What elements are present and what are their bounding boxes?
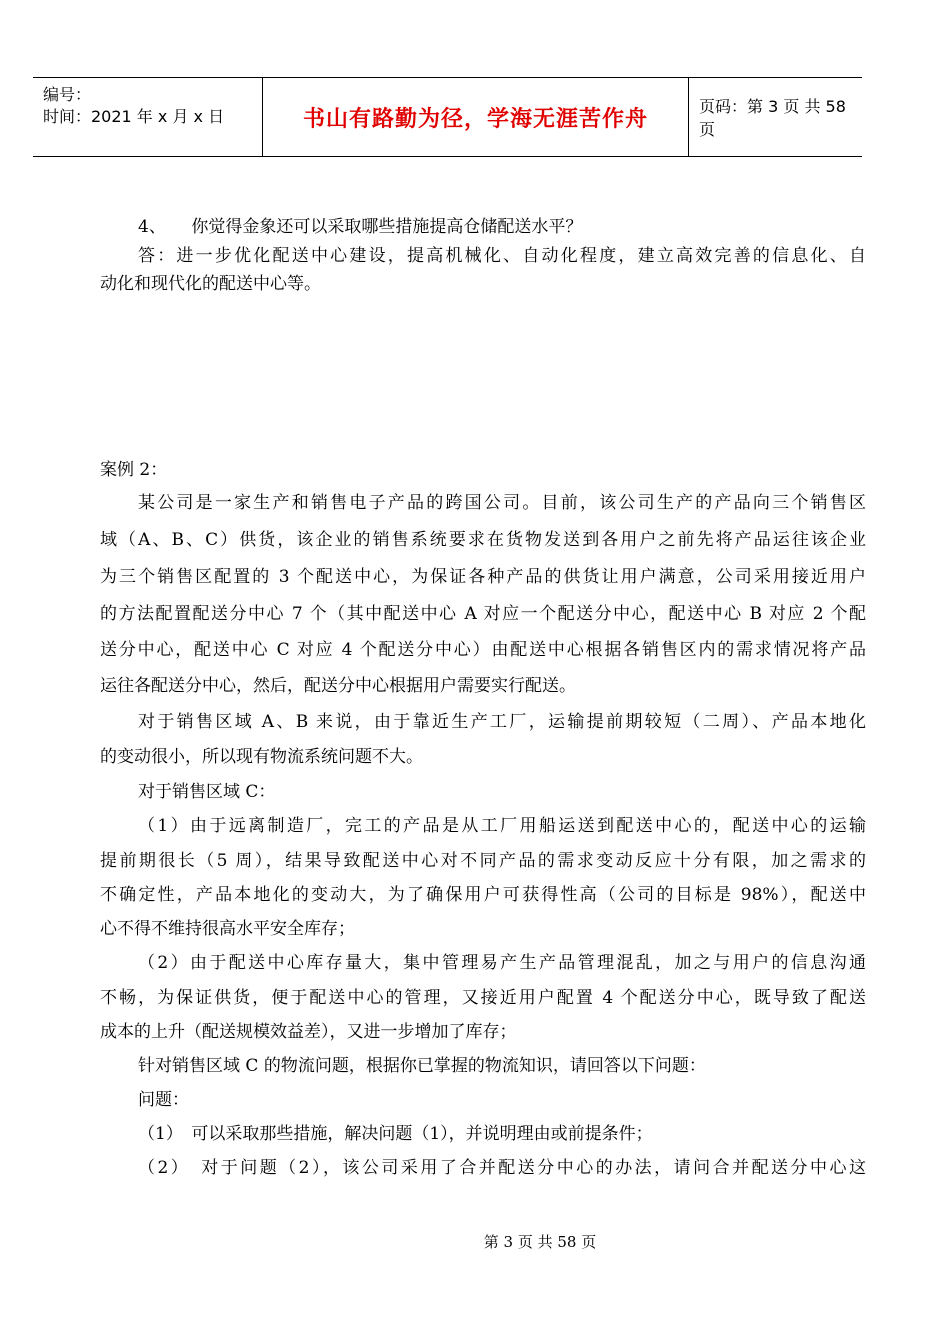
page-header [33, 77, 862, 157]
paragraph-line: 心不得不维持很高水平安全库存； [100, 919, 355, 939]
case-title: 案例 2： [100, 460, 168, 480]
paragraph-line: 不畅，为保证供货，便于配送中心的管理，又接近用户配置 4 个配送分中心，既导致了配送 [100, 988, 866, 1008]
paragraph-line: （2）由于配送中心库存量大，集中管理易产生产品管理混乱，加之与用户的信息沟通 [138, 953, 866, 973]
answer-line-2: 动化和现代化的配送中心等。 [100, 274, 321, 294]
paragraph-line: 对于销售区域 A、B 来说，由于靠近生产工厂，运输提前期较短（二周）、产品本地化 [138, 712, 866, 732]
paragraph-line: 域（A、B、C）供货，该企业的销售系统要求在货物发送到各用户之前先将产品运往该企业 [100, 530, 866, 550]
paragraph-line: 某公司是一家生产和销售电子产品的跨国公司。目前，该公司生产的产品向三个销售区 [138, 493, 866, 513]
number-label: 编号： [43, 85, 92, 104]
question-item-2: （2） 对于问题（2），该公司采用了合并配送分中心的办法，请问合并配送分中心这 [138, 1158, 866, 1178]
paragraph-line: 成本的上升（配送规模效益差），又进一步增加了库存； [100, 1022, 517, 1042]
page-info: 页码：第 3 页 共 58 页 [699, 97, 846, 139]
question-item-1: （1） 可以采取那些措施，解决问题（1），并说明理由或前提条件； [138, 1124, 653, 1144]
question-4: 4、 你觉得金象还可以采取哪些措施提高仓储配送水平？ [138, 217, 583, 237]
motto: 书山有路勤为径，学海无涯苦作舟 [302, 106, 648, 132]
header-motto-cell [263, 78, 689, 156]
page-footer [0, 1231, 950, 1252]
paragraph-line: 送分中心，配送中心 C 对应 4 个配送分中心）由配送中心根据各销售区内的需求情况将产品 [100, 640, 866, 660]
paragraph-line: 提前期很长（5 周），结果导致配送中心对不同产品的需求变动反应十分有限，加之需求的 [100, 851, 866, 871]
paragraph-line: 运往各配送分中心，然后，配送分中心根据用户需要实行配送。 [100, 676, 576, 696]
paragraph-line: 不确定性，产品本地化的变动大，为了确保用户可获得性高（公司的目标是 98%），配送中 [100, 885, 866, 905]
paragraph-line: （1）由于远离制造厂，完工的产品是从工厂用船运送到配送中心的，配送中心的运输 [138, 816, 866, 836]
paragraph-line: 的变动很小，所以现有物流系统问题不大。 [100, 747, 423, 767]
header-page-cell [689, 78, 862, 156]
paragraph-line: 为三个销售区配置的 3 个配送中心，为保证各种产品的供货让用户满意，公司采用接近用户 [100, 567, 866, 587]
paragraph-line: 的方法配置配送分中心 7 个（其中配送中心 A 对应一个配送分中心，配送中心 B 对应 2 个配 [100, 604, 866, 624]
paragraph-line: 对于销售区域 C： [138, 782, 276, 802]
header-meta [33, 78, 263, 156]
paragraph-line: 问题： [138, 1090, 189, 1110]
footer-page-number: 第 3 页 共 58 页 [483, 1233, 597, 1251]
answer-line-1: 答：进一步优化配送中心建设，提高机械化、自动化程度，建立高效完善的信息化、自 [138, 246, 866, 266]
paragraph-line: 针对销售区域 C 的物流问题，根据你已掌握的物流知识，请回答以下问题： [138, 1056, 706, 1076]
time-label: 时间：2021 年 x 月 x 日 [43, 107, 225, 126]
